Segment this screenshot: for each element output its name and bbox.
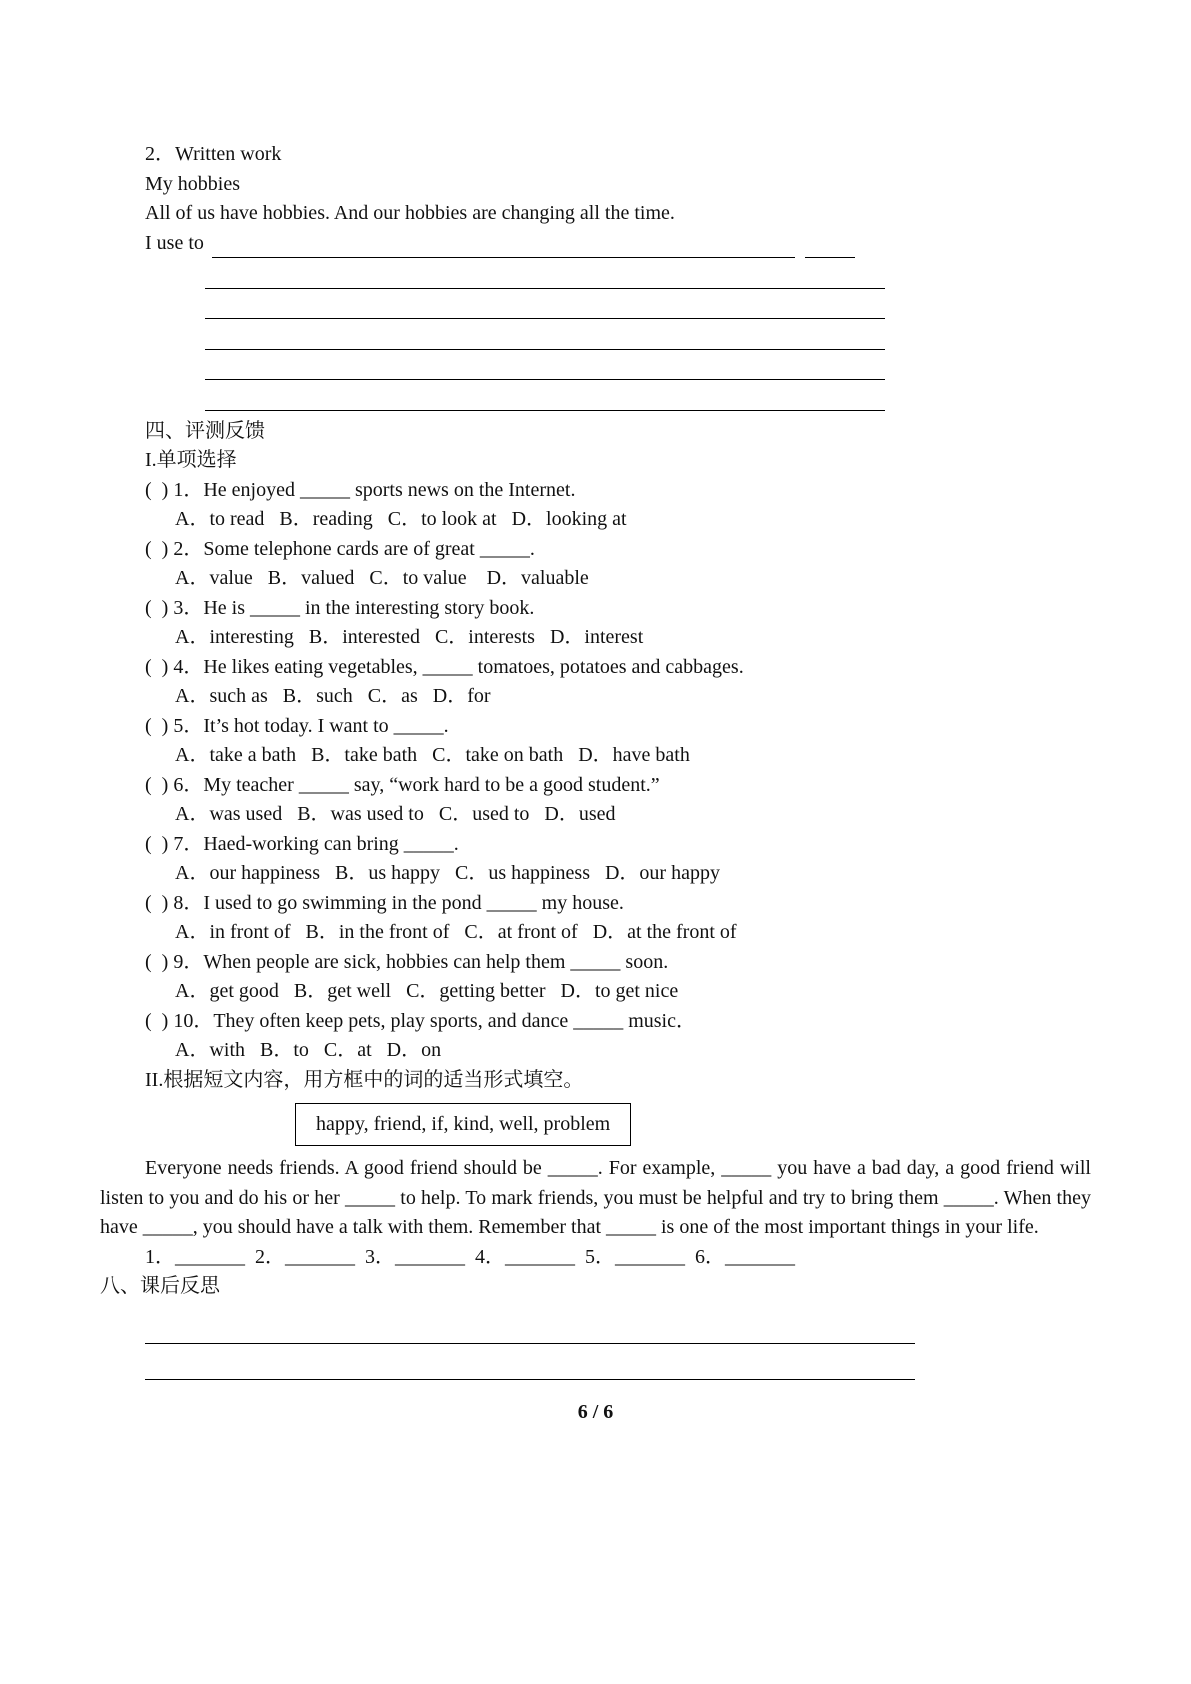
question-stem: ( ) 5．It’s hot today. I want to _____. <box>145 714 449 737</box>
blank-line <box>205 319 885 350</box>
blank-line <box>205 380 885 411</box>
blank-line-short <box>805 234 855 258</box>
question-options: A．was used B．was used to C．used to D．used <box>175 803 616 825</box>
question-options: A．interesting B．interested C．interests D．interest <box>175 626 644 648</box>
question-item <box>100 535 1091 594</box>
question-options: A．value B．valued C．to value D．valuable <box>175 567 589 589</box>
question-stem: ( ) 2．Some telephone cards are of great _____. <box>145 537 535 560</box>
writing-blank-lines <box>205 258 885 411</box>
blank-line <box>205 258 885 289</box>
question-stem: ( ) 4．He likes eating vegetables, _____ tomatoes, potatoes and cabbages. <box>145 655 744 678</box>
section-heading-reflection: 八、课后反思 <box>100 1275 220 1297</box>
cloze-answer-line: 1．_______ 2．_______ 3．_______ 4．_______ 5．_______ 6．_______ <box>145 1245 795 1268</box>
part2-heading: II.根据短文内容，用方框中的词的适当形式填空。 <box>145 1068 584 1091</box>
question-item <box>100 594 1091 653</box>
question-item <box>100 948 1091 1007</box>
question-options: A．such as B．such C．as D．for <box>175 685 491 707</box>
blank-line <box>205 289 885 320</box>
page-number: 6 / 6 <box>577 1400 614 1423</box>
question-item <box>100 771 1091 830</box>
question-stem: ( ) 3．He is _____ in the interesting story book. <box>145 596 535 619</box>
question-options: A．take a bath B．take bath C．take on bath D．have bath <box>175 744 690 766</box>
written-work-title: My hobbies <box>145 172 240 195</box>
word-box-row <box>295 1103 1091 1146</box>
word-box: happy, friend, if, kind, well, problem <box>295 1103 631 1146</box>
question-item <box>100 712 1091 771</box>
question-stem: ( ) 7．Haed-working can bring _____. <box>145 832 459 855</box>
question-item <box>100 476 1091 535</box>
written-work-intro: All of us have hobbies. And our hobbies are changing all the time. <box>145 202 675 224</box>
written-work-prompt-row <box>145 229 855 259</box>
multiple-choice-list <box>100 476 1091 1066</box>
question-options: A．with B．to C．at D．on <box>175 1039 442 1061</box>
question-item <box>100 830 1091 889</box>
question-item <box>100 889 1091 948</box>
blank-line <box>212 234 795 258</box>
question-item <box>100 653 1091 712</box>
question-options: A．to read B．reading C．to look at D．looking at <box>175 508 627 530</box>
question-stem: ( ) 6．My teacher _____ say, “work hard to be a good student.” <box>145 773 660 796</box>
blank-line <box>145 1344 915 1380</box>
written-work-label: 2．Written work <box>145 143 282 165</box>
question-options: A．get good B．get well C．getting better D．to get nice <box>175 980 679 1002</box>
question-options: A．our happiness B．us happy C．us happiness D．our happy <box>175 862 720 884</box>
question-stem: ( ) 1．He enjoyed _____ sports news on the Internet. <box>145 478 576 501</box>
question-options: A．in front of B．in the front of C．at front of D．at the front of <box>175 921 737 943</box>
written-work-prompt: I use to <box>145 231 204 254</box>
reflection-blank-lines <box>145 1308 915 1380</box>
question-stem: ( ) 10．They often keep pets, play sports, and dance _____ music． <box>145 1009 696 1032</box>
question-stem: ( ) 8．I used to go swimming in the pond _____ my house. <box>145 891 624 914</box>
part1-heading: I.单项选择 <box>145 449 237 471</box>
question-item <box>100 1007 1091 1066</box>
question-stem: ( ) 9．When people are sick, hobbies can help them _____ soon. <box>145 950 669 973</box>
section-heading-evaluation: 四、评测反馈 <box>145 419 265 442</box>
cloze-paragraph: Everyone needs friends. A good friend should be _____. For example, _____ you have a bad day, a good friend will listen to you and do his or her _____ to help. To mark friends, you must be helpful and try to bring them _____. When they have _____, you should have a talk with them. Remember that _____ is one of the most important things in your life. <box>100 1157 1091 1238</box>
blank-line <box>145 1308 915 1344</box>
blank-line <box>205 350 885 381</box>
